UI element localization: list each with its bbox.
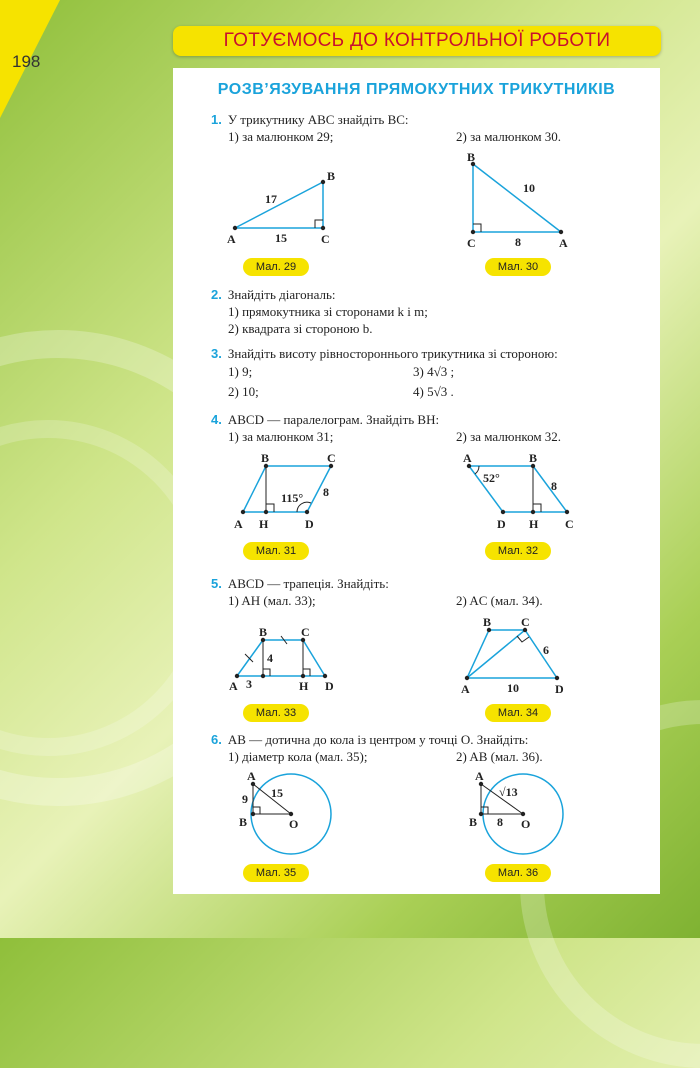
page-title: РОЗВ’ЯЗУВАННЯ ПРЯМОКУТНИХ ТРИКУТНИКІВ: [217, 81, 616, 98]
figure-30: [463, 150, 583, 254]
task-1-option-2: 2) за малюнком 30.: [456, 129, 562, 144]
label-A: A: [247, 769, 256, 783]
task-text: Знайдіть висоту рівностороннього трикутника зі стороною:: [227, 346, 558, 361]
label-D: D: [497, 517, 506, 531]
figure-33: [229, 624, 349, 704]
label-AD: 10: [507, 681, 519, 695]
section-banner: ГОТУЄМОСЬ ДО КОНТРОЛЬНОЇ РОБОТИ: [173, 26, 661, 56]
caption-35: Мал. 35: [243, 864, 309, 882]
task-5-option-1: 1) AH (мал. 33);: [228, 593, 316, 608]
caption-31: Мал. 31: [243, 542, 309, 560]
label-H: H: [259, 517, 269, 531]
label-BO: 8: [497, 815, 503, 829]
task-1: [211, 112, 409, 128]
task-3-option-4: 4) 5√3 .: [413, 384, 454, 399]
label-B: B: [529, 451, 538, 465]
figure-29: [223, 168, 353, 248]
label-height: 4: [267, 651, 273, 665]
label-H: H: [529, 517, 539, 531]
task-2-option-1: 1) прямокутника зі сторонами k і m;: [228, 304, 428, 319]
label-C: C: [467, 236, 476, 250]
label-C: C: [327, 451, 336, 465]
label-O: O: [289, 817, 299, 831]
label-AB: 9: [242, 792, 248, 806]
task-6: [211, 732, 528, 748]
label-A: A: [475, 769, 484, 783]
content-card: [173, 68, 660, 894]
task-6-option-1: 1) діаметр кола (мал. 35);: [228, 749, 368, 764]
task-text: ABCD — паралелограм. Знайдіть BH:: [227, 412, 440, 427]
task-text: У трикутнику ABC знайдіть BC:: [227, 112, 409, 127]
task-5: [211, 576, 389, 592]
label-B: B: [469, 815, 478, 829]
figure-36: [465, 770, 575, 860]
label-D: D: [305, 517, 314, 531]
label-B: B: [327, 169, 336, 183]
task-text: AB — дотична до кола із центром у точці O. Знайдіть:: [227, 732, 529, 747]
task-2-option-2: 2) квадрата зі стороною b.: [228, 321, 373, 336]
caption-29: Мал. 29: [243, 258, 309, 276]
label-B: B: [483, 615, 492, 629]
label-A: A: [229, 679, 238, 693]
task-2: [211, 287, 336, 303]
task-number: 5.: [211, 576, 222, 591]
label-A: A: [234, 517, 243, 531]
task-text: ABCD — трапеція. Знайдіть:: [227, 576, 389, 591]
caption-30: Мал. 30: [485, 258, 551, 276]
task-text: Знайдіть діагональ:: [227, 287, 336, 302]
label-angle: 115°: [281, 491, 304, 505]
figure-35: [233, 770, 343, 860]
label-H: H: [299, 679, 309, 693]
label-C: C: [521, 615, 530, 629]
caption-36: Мал. 36: [485, 864, 551, 882]
task-3-option-2: 2) 10;: [228, 384, 259, 399]
label-A: A: [559, 236, 568, 250]
label-A: A: [227, 232, 236, 246]
task-number: 3.: [211, 346, 222, 361]
label-C: C: [565, 517, 574, 531]
task-4-option-2: 2) за малюнком 32.: [456, 429, 562, 444]
label-AO: √13: [499, 785, 518, 799]
task-3: [211, 346, 558, 362]
label-angle: 52°: [483, 471, 500, 485]
label-B: B: [239, 815, 248, 829]
task-number: 6.: [211, 732, 222, 747]
figure-32: [461, 452, 601, 542]
label-B: B: [467, 150, 476, 164]
task-1-option-1: 1) за малюнком 29;: [228, 129, 334, 144]
label-CA: 8: [515, 235, 521, 249]
caption-34: Мал. 34: [485, 704, 551, 722]
task-5-option-2: 2) AC (мал. 34).: [456, 593, 543, 608]
label-A: A: [461, 682, 470, 696]
figure-34: [459, 616, 599, 706]
label-O: O: [521, 817, 531, 831]
caption-33: Мал. 33: [243, 704, 309, 722]
task-number: 4.: [211, 412, 222, 427]
label-B: B: [259, 625, 268, 639]
label-B: B: [261, 451, 270, 465]
task-number: 2.: [211, 287, 222, 302]
label-D: D: [325, 679, 334, 693]
label-side: 8: [551, 479, 557, 493]
label-AH-part: 3: [246, 677, 252, 691]
task-number: 1.: [211, 112, 222, 127]
label-A: A: [463, 451, 472, 465]
label-AB: 10: [523, 181, 535, 195]
label-D: D: [555, 682, 564, 696]
task-3-option-1: 1) 9;: [228, 364, 253, 379]
label-AO: 15: [271, 786, 283, 800]
label-CD: 8: [323, 485, 329, 499]
figure-31: [231, 452, 371, 542]
label-C: C: [301, 625, 310, 639]
caption-32: Мал. 32: [485, 542, 551, 560]
label-C: C: [321, 232, 330, 246]
label-CD: 6: [543, 643, 549, 657]
task-3-option-3: 3) 4√3 ;: [413, 364, 455, 379]
page-number: 198: [12, 52, 41, 71]
task-4: [211, 412, 439, 428]
task-6-option-2: 2) AB (мал. 36).: [456, 749, 543, 764]
label-AB: 17: [265, 192, 277, 206]
task-4-option-1: 1) за малюнком 31;: [228, 429, 334, 444]
label-AC: 15: [275, 231, 287, 245]
